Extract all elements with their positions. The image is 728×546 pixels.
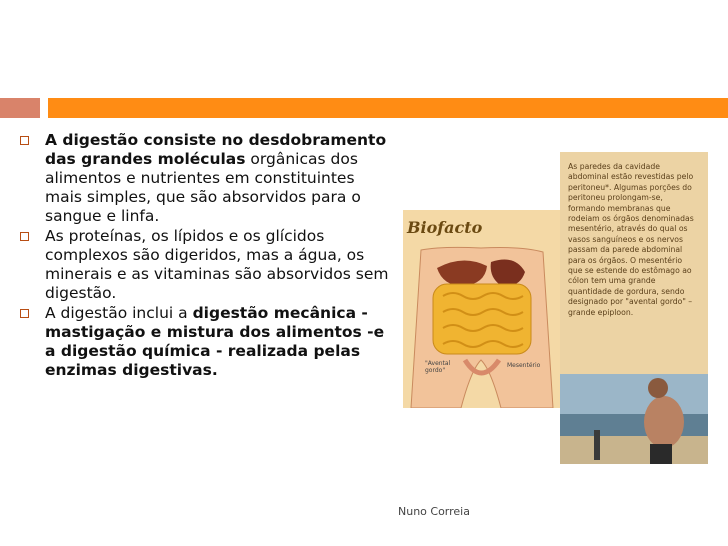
bullet-3-strong: digestão mecânica - mastigação e mistura dos alimentos -e a digestão química - realizada pelas enzimas digestivas. (45, 304, 385, 379)
bullet-1-strong: A digestão consiste no desdobramento das grandes moléculas (45, 131, 387, 168)
biofacto-title: Biofacto (407, 218, 483, 237)
bullet-list (14, 131, 392, 381)
biofacto-illustration (403, 210, 560, 408)
bullet-item-1 (14, 131, 392, 226)
bullet-1-text: orgânicas dos alimentos e nutrientes em constituintes mais simples, que são absorvidos para o sangue e linfa. (45, 150, 361, 225)
beach-photo-icon (560, 374, 708, 464)
bullet-3-lead: A digestão inclui a (45, 304, 193, 322)
bullet-item-2 (14, 227, 392, 303)
title-bar-accent (48, 98, 728, 118)
bullet-square-icon (20, 136, 29, 145)
label-avental-gordo: "Avental gordo" (425, 360, 451, 374)
title-bar-accent-left (0, 98, 40, 118)
side-info-text: As paredes da cavidade abdominal estão revestidas pelo peritoneu*. Algumas porções do peritoneu prolongam-se, formando membranas que rodeiam os órgãos denominadas mesentério, através do qual os vasos sanguíneos e os nervos passam da parede abdominal para os órgãos. O mesentério que se estende do estômago ao cólon tem uma grande quantidade de gordura, sendo designado por "avental gordo" – grande epiploon. (568, 162, 694, 317)
footer-author: Nuno Correia (398, 505, 470, 518)
abdomen-illustration-icon (403, 210, 560, 408)
side-info-panel (560, 152, 708, 464)
bullet-square-icon (20, 232, 29, 241)
bullet-item-3 (14, 304, 392, 380)
bullet-square-icon (20, 309, 29, 318)
label-mesenterio: Mesentério (507, 362, 541, 369)
bullet-2-text: As proteínas, os lípidos e os glícidos complexos são digeridos, mas a água, os minerais e as vitaminas são absorvidos sem digestão. (45, 227, 389, 302)
